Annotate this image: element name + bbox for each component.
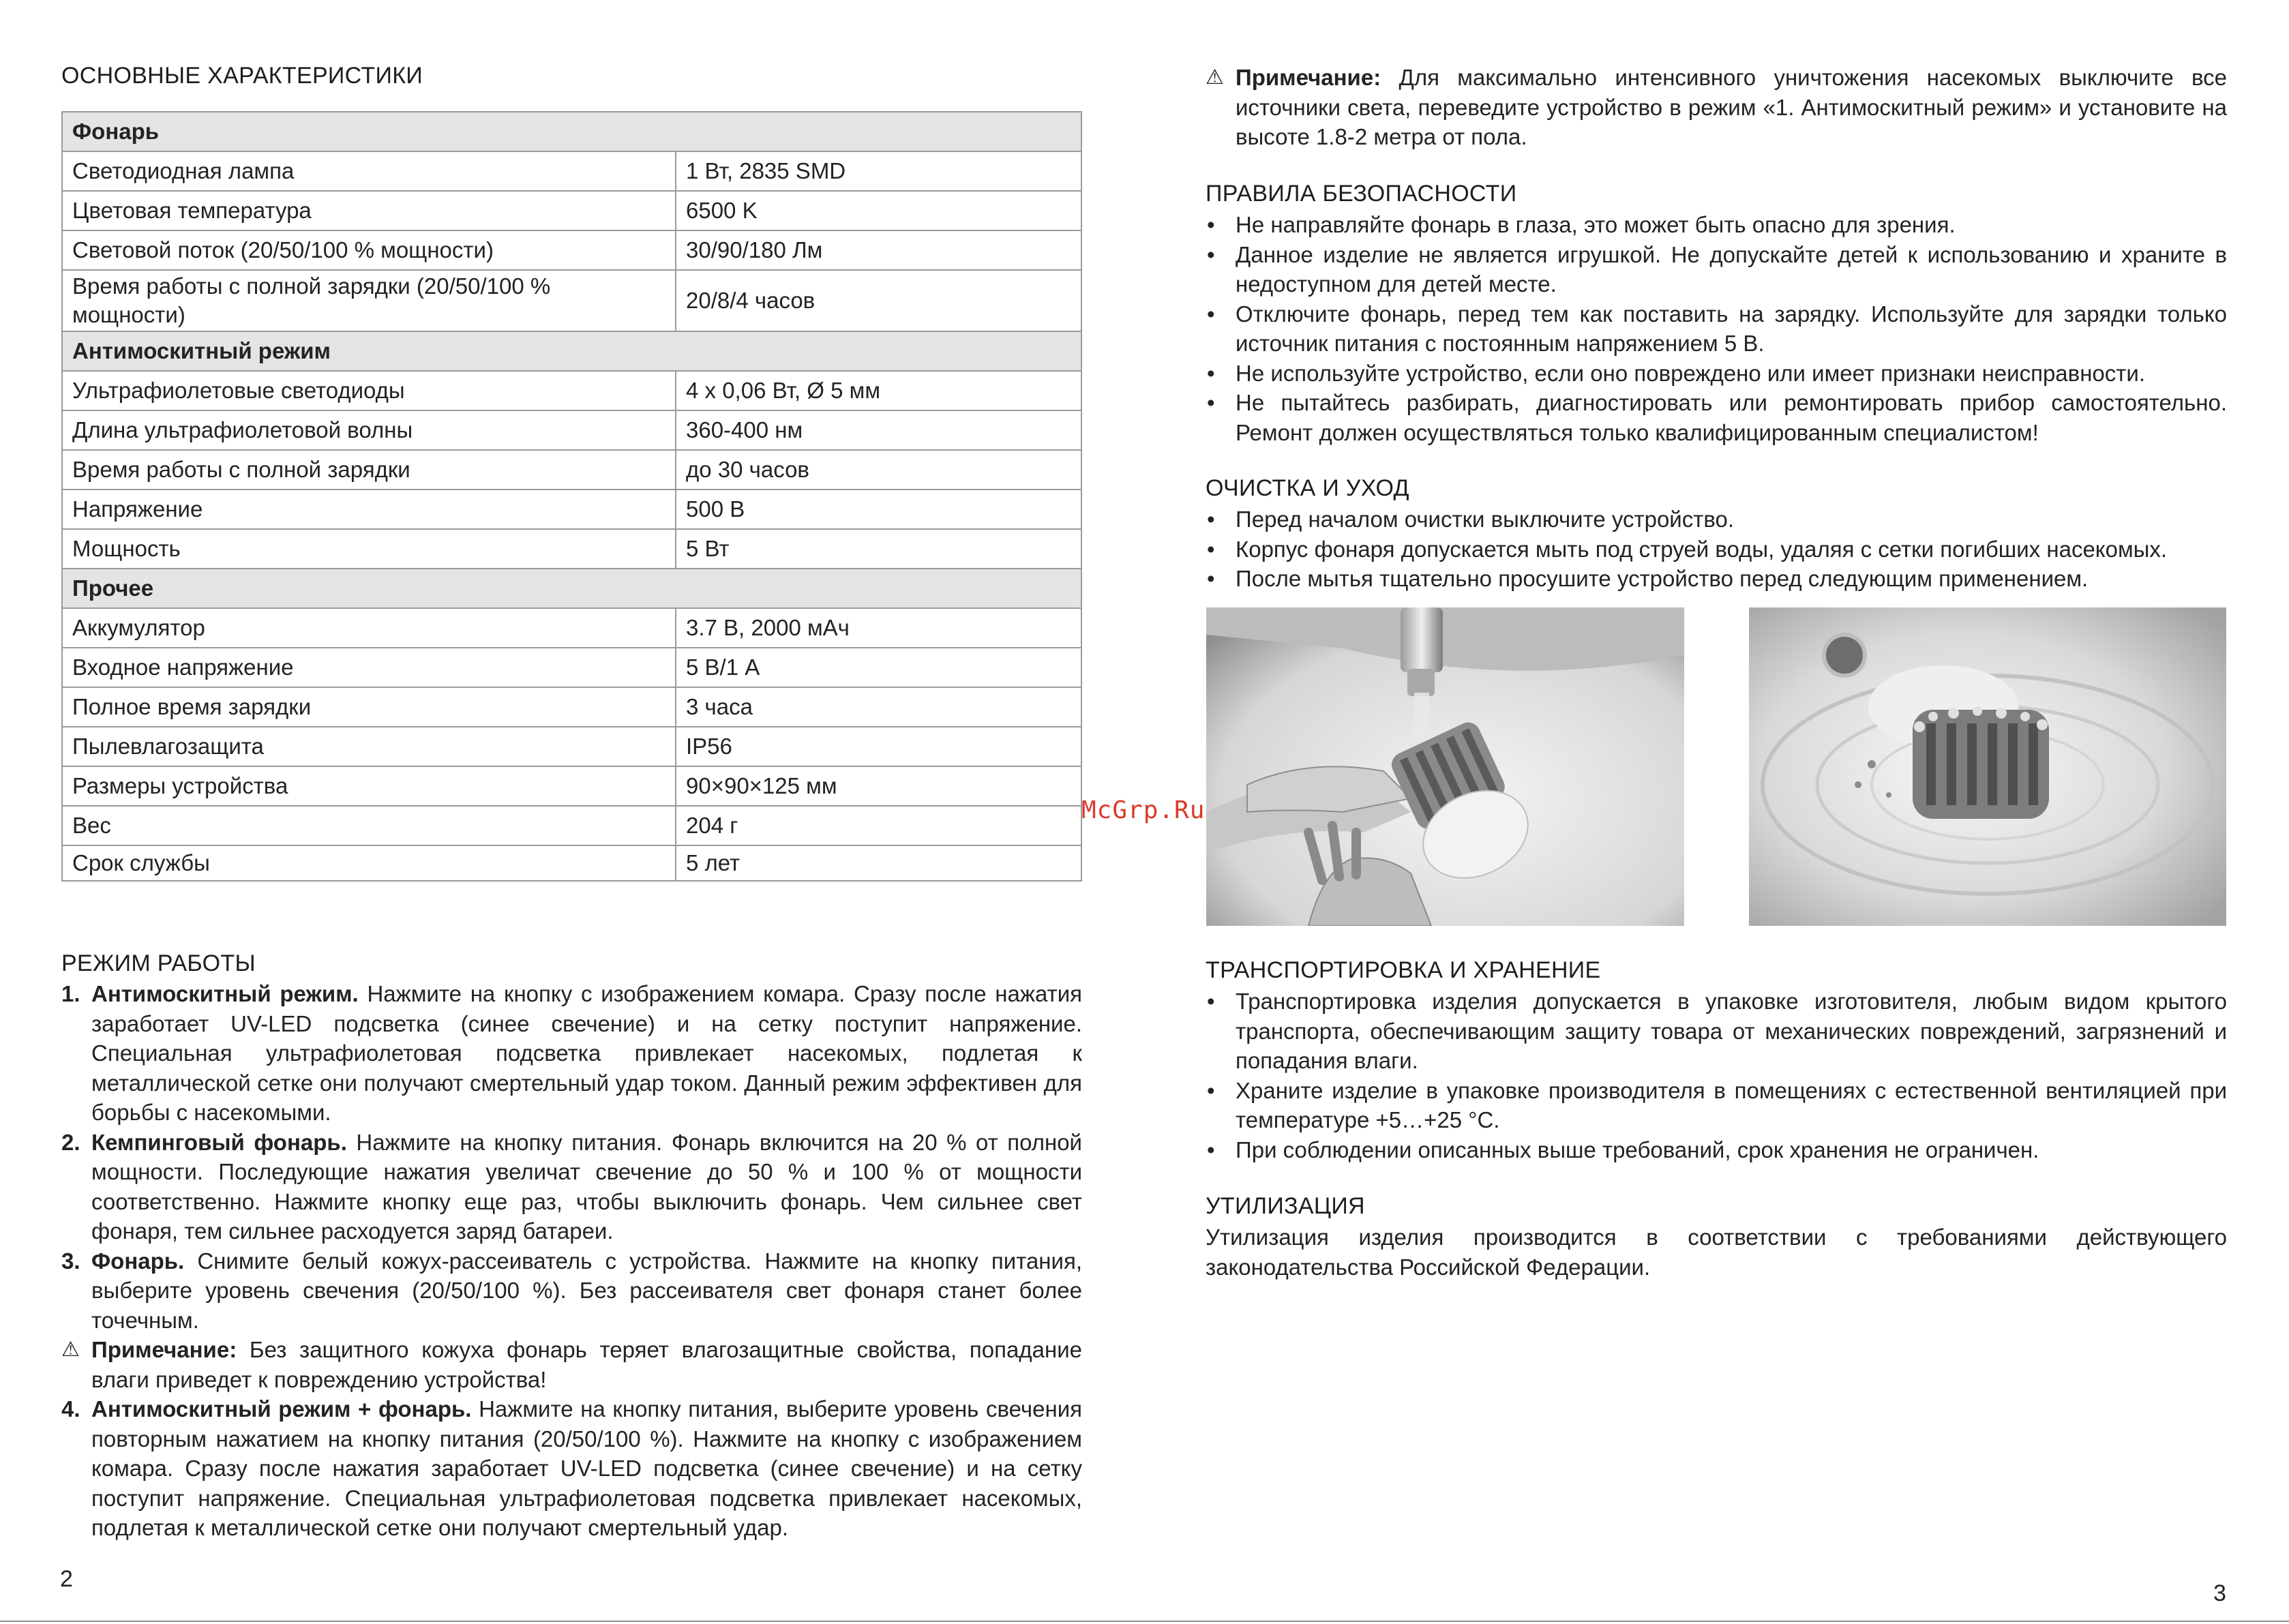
watermark-text: McGrp.Ru bbox=[1081, 796, 1206, 824]
mode-text: Нажмите на кнопку питания. Фонарь включится на 20 % от полной мощности. Последующие нажатия увеличат свечение до 50 % и 100 % от мощности соответственно. Нажмите кнопку еще раз, чтобы выключить фонарь. Чем сильнее свет фонаря, тем сильнее расходуется заряд батареи. bbox=[91, 1129, 1082, 1244]
spec-name: Время работы с полной зарядки (20/50/100 % мощности) bbox=[62, 270, 676, 331]
safety-list bbox=[1206, 210, 2227, 447]
table-row bbox=[62, 845, 1081, 881]
warning-icon: ⚠ bbox=[1206, 66, 1224, 89]
mode-title: Фонарь. bbox=[91, 1248, 185, 1274]
mode-number: 4. bbox=[61, 1396, 80, 1422]
spec-value: 90×90×125 мм bbox=[676, 766, 1081, 806]
left-page bbox=[0, 0, 1144, 1624]
top-note bbox=[1206, 63, 2227, 152]
warning-icon: ⚠ bbox=[61, 1338, 80, 1361]
table-row bbox=[62, 766, 1081, 806]
list-item: • После мытья тщательно просушите устройство перед следующим применением. bbox=[1206, 564, 2227, 594]
list-item bbox=[61, 1246, 1082, 1336]
page-bottom-rule bbox=[0, 1621, 2289, 1622]
page-number-right: 3 bbox=[2213, 1580, 2226, 1606]
disposal-heading: УТИЛИЗАЦИЯ bbox=[1206, 1193, 1365, 1219]
mode-text: Снимите белый кожух-рассеиватель с устройства. Нажмите на кнопку питания, выберите уровень свечения (20/50/100 %). Без рассеивателя свет фонаря станет более точечным. bbox=[91, 1248, 1082, 1333]
transport-list bbox=[1206, 987, 2227, 1164]
list-item: • Не пытайтесь разбирать, диагностировать или ремонтировать прибор самостоятельно. Ремонт должен осуществляться только квалифицированным специалистом! bbox=[1206, 388, 2227, 447]
cleaning-block bbox=[1206, 505, 2227, 594]
table-row bbox=[62, 191, 1081, 230]
spec-name: Длина ультрафиолетовой волны bbox=[62, 410, 676, 450]
right-page bbox=[1144, 0, 2289, 1624]
spec-value: 3.7 В, 2000 мАч bbox=[676, 608, 1081, 648]
spec-value: 5 В/1 А bbox=[676, 648, 1081, 687]
spec-value: до 30 часов bbox=[676, 450, 1081, 490]
spec-name: Пылевлагозащита bbox=[62, 727, 676, 766]
table-row bbox=[62, 608, 1081, 648]
note-title: Примечание: bbox=[1236, 65, 1381, 90]
cleaning-list bbox=[1206, 505, 2227, 594]
photo-lantern-in-water bbox=[1749, 607, 2226, 926]
modes-list bbox=[61, 979, 1082, 1335]
list-item: • Храните изделие в упаковке производителя в помещениях с естественной вентиляцией при температуре +5…+25 °C. bbox=[1206, 1076, 2227, 1135]
spec-value: 3 часа bbox=[676, 687, 1081, 727]
table-row bbox=[62, 648, 1081, 687]
spec-name: Аккумулятор bbox=[62, 608, 676, 648]
spec-name: Полное время зарядки bbox=[62, 687, 676, 727]
transport-block bbox=[1206, 987, 2227, 1164]
spec-value: 4 x 0,06 Вт, Ø 5 мм bbox=[676, 371, 1081, 410]
spec-name: Напряжение bbox=[62, 490, 676, 529]
section-title-other: Прочее bbox=[62, 569, 1081, 608]
specs-table bbox=[61, 111, 1082, 882]
table-row bbox=[62, 806, 1081, 845]
spec-name: Время работы с полной зарядки bbox=[62, 450, 676, 490]
table-row bbox=[62, 529, 1081, 569]
table-row bbox=[62, 371, 1081, 410]
mode-number: 2. bbox=[61, 1129, 80, 1155]
spec-name: Светодиодная лампа bbox=[62, 151, 676, 191]
cleaning-heading: ОЧИСТКА И УХОД bbox=[1206, 475, 1409, 501]
list-item: • Не направляйте фонарь в глаза, это может быть опасно для зрения. bbox=[1206, 210, 2227, 240]
list-item: • Перед началом очистки выключите устройство. bbox=[1206, 505, 2227, 535]
spec-name: Световой поток (20/50/100 % мощности) bbox=[62, 230, 676, 270]
mode-text: Нажмите на кнопку с изображением комара. Сразу после нажатия заработает UV-LED подсветка (синее свечение) и на сетку поступит напряжение. Специальная ультрафиолетовая подсветка привлекает насекомых, подлетая к металлической сетке они получают смертельный удар током. Данный режим эффективен для борьбы с насекомыми. bbox=[91, 981, 1082, 1125]
note-title: Примечание: bbox=[91, 1337, 237, 1362]
spec-value: 20/8/4 часов bbox=[676, 270, 1081, 331]
list-item: • При соблюдении описанных выше требований, срок хранения не ограничен. bbox=[1206, 1135, 2227, 1165]
spec-value: 5 лет bbox=[676, 845, 1081, 881]
table-row bbox=[62, 727, 1081, 766]
spec-name: Входное напряжение bbox=[62, 648, 676, 687]
spec-value: 1 Вт, 2835 SMD bbox=[676, 151, 1081, 191]
table-row bbox=[62, 410, 1081, 450]
disposal-text: Утилизация изделия производится в соответствии с требованиями действующего законодательства Российской Федерации. bbox=[1206, 1224, 2227, 1280]
list-item bbox=[61, 979, 1082, 1128]
mode-number: 3. bbox=[61, 1248, 80, 1274]
list-item: • Отключите фонарь, перед тем как поставить на зарядку. Используйте для зарядки только источник питания с постоянным напряжением 5 В. bbox=[1206, 299, 2227, 359]
spec-name: Мощность bbox=[62, 529, 676, 569]
list-item bbox=[61, 1394, 1082, 1543]
spec-name: Цветовая температура bbox=[62, 191, 676, 230]
mode-text: Нажмите на кнопку питания, выберите уровень свечения повторным нажатием на кнопку питания (20/50/100 %). Нажмите на кнопку с изображением комара. Сразу после нажатия заработает UV-LED подсветка (синее свечение) и на сетку поступит напряжение. Специальная ультрафиолетовая подсветка привлекает насекомых, подлетая к металлической сетке они получают смертельный удар. bbox=[91, 1396, 1083, 1540]
table-row bbox=[62, 270, 1081, 331]
modes-block bbox=[61, 979, 1082, 1543]
list-item bbox=[61, 1128, 1082, 1246]
mode-title: Кемпинговый фонарь. bbox=[91, 1129, 347, 1155]
modes-list-continued bbox=[61, 1394, 1082, 1543]
specs-section-header bbox=[62, 112, 1081, 151]
mode-title: Антимоскитный режим. bbox=[91, 981, 359, 1006]
spec-value: 5 Вт bbox=[676, 529, 1081, 569]
table-row bbox=[62, 230, 1081, 270]
list-item: • Данное изделие не является игрушкой. Не допускайте детей к использованию и храните в недоступном для детей месте. bbox=[1206, 240, 2227, 299]
safety-heading: ПРАВИЛА БЕЗОПАСНОСТИ bbox=[1206, 181, 1517, 207]
table-row bbox=[62, 151, 1081, 191]
spec-value: IP56 bbox=[676, 727, 1081, 766]
note-text: Без защитного кожуха фонарь теряет влагозащитные свойства, попадание влаги приведет к повреждению устройства! bbox=[91, 1337, 1082, 1392]
spec-value: 6500 K bbox=[676, 191, 1081, 230]
list-item: • Корпус фонаря допускается мыть под струей воды, удаляя с сетки погибших насекомых. bbox=[1206, 535, 2227, 565]
mode-number: 1. bbox=[61, 981, 80, 1006]
spec-name: Размеры устройства bbox=[62, 766, 676, 806]
washing-illustration bbox=[1206, 607, 1684, 926]
spec-value: 30/90/180 Лм bbox=[676, 230, 1081, 270]
table-row bbox=[62, 490, 1081, 529]
transport-heading: ТРАНСПОРТИРОВКА И ХРАНЕНИЕ bbox=[1206, 957, 1601, 983]
list-item: • Не используйте устройство, если оно повреждено или имеет признаки неисправности. bbox=[1206, 359, 2227, 389]
photo-washing-under-tap bbox=[1206, 607, 1684, 926]
mode-title: Антимоскитный режим + фонарь. bbox=[91, 1396, 472, 1422]
page-number-left: 2 bbox=[60, 1566, 73, 1592]
note-text: Для максимально интенсивного уничтожения насекомых выключите все источники света, переведите устройство в режим «1. Антимоскитный режим» и установите на высоте 1.8-2 метра от пола. bbox=[1236, 65, 2227, 149]
section-title-flashlight: Фонарь bbox=[62, 112, 1081, 151]
spec-name: Срок службы bbox=[62, 845, 676, 881]
list-item: • Транспортировка изделия допускается в упаковке изготовителя, любым видом крытого транспорта, обеспечивающим защиту товара от механических повреждений, загрязнений и попадания влаги. bbox=[1206, 987, 2227, 1076]
mode-note bbox=[61, 1335, 1082, 1394]
specs-section-header bbox=[62, 569, 1081, 608]
modes-heading: РЕЖИМ РАБОТЫ bbox=[61, 950, 256, 976]
specs-section-header bbox=[62, 331, 1081, 371]
spec-value: 500 В bbox=[676, 490, 1081, 529]
table-row bbox=[62, 687, 1081, 727]
spec-value: 360-400 нм bbox=[676, 410, 1081, 450]
table-row bbox=[62, 450, 1081, 490]
water-illustration bbox=[1749, 607, 2226, 926]
top-note-block bbox=[1206, 63, 2227, 152]
safety-block bbox=[1206, 210, 2227, 447]
spec-name: Вес bbox=[62, 806, 676, 845]
section-title-antimosquito: Антимоскитный режим bbox=[62, 331, 1081, 371]
specs-heading: ОСНОВНЫЕ ХАРАКТЕРИСТИКИ bbox=[61, 63, 423, 89]
spec-value: 204 г bbox=[676, 806, 1081, 845]
spec-name: Ультрафиолетовые светодиоды bbox=[62, 371, 676, 410]
